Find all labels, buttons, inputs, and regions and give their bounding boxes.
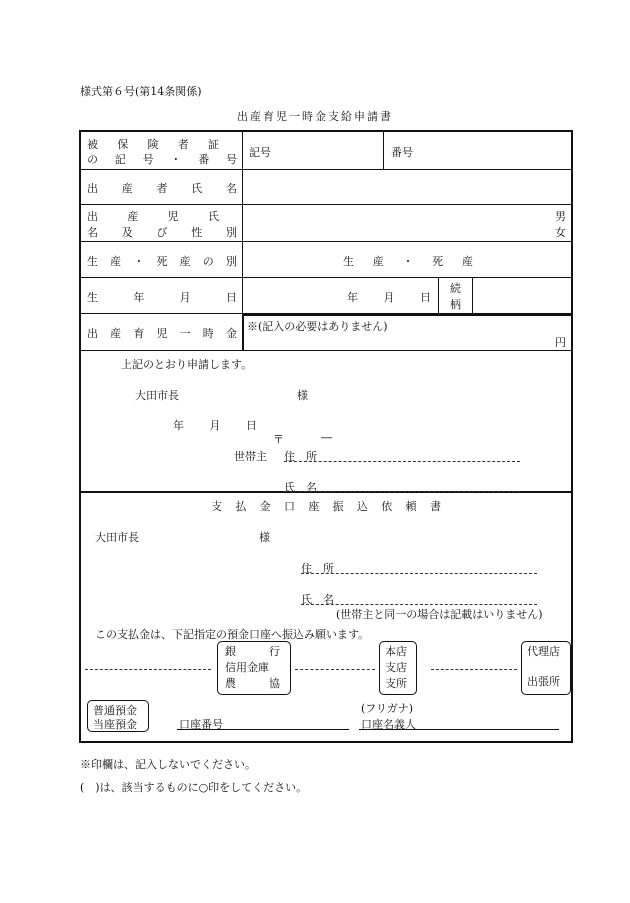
postal-mark: 〒	[273, 433, 284, 446]
title-char: 支	[211, 500, 222, 513]
application-statement: 上記のとおり申請します。	[121, 358, 253, 371]
label-char: ・	[133, 255, 145, 268]
label-char: 号	[142, 153, 154, 166]
account-type-ordinary[interactable]: 普通預金	[93, 704, 137, 717]
account-holder-line[interactable]	[359, 729, 559, 730]
live-dead-label	[87, 253, 237, 269]
mother-name-field[interactable]	[243, 170, 571, 204]
stillbirth-char[interactable]: 産	[462, 255, 473, 268]
branch-branch[interactable]: 支店	[385, 661, 407, 674]
label-char: 氏	[207, 210, 219, 223]
transfer-address-line[interactable]	[301, 573, 537, 574]
account-number-line[interactable]	[177, 729, 349, 730]
label-char: 号	[225, 153, 237, 166]
institution-credit-union[interactable]: 信用金庫	[225, 661, 269, 674]
month-label: 月	[209, 419, 221, 432]
householder-address-label: 住 所	[284, 450, 317, 463]
yen-unit: 円	[555, 336, 566, 349]
furigana-label: (フリガナ)	[361, 702, 414, 715]
footnote-2: ( )は、該当するものに○印をしてください。	[80, 781, 308, 794]
application-honorific: 様	[297, 389, 308, 402]
day-label: 日	[420, 291, 431, 304]
label-char: 産	[110, 327, 122, 340]
label-char: び	[156, 226, 168, 239]
month-label: 月	[383, 291, 395, 304]
year-label: 年	[347, 291, 358, 304]
label-char: 氏	[191, 182, 203, 195]
title-char: 振	[332, 500, 344, 513]
title-char: 書	[429, 500, 441, 513]
transfer-name-label: 氏 名	[301, 593, 334, 606]
relationship-label-1: 続	[450, 282, 461, 295]
stillbirth-char[interactable]: 死	[432, 255, 444, 268]
label-char: 月	[179, 291, 191, 304]
label-char: 者	[156, 182, 168, 195]
label-char: 育	[133, 327, 145, 340]
form-title: 出産育児一時金支給申請書	[237, 110, 393, 123]
institution-bank[interactable]: 銀 行	[225, 645, 280, 658]
live-birth-char[interactable]: 生	[343, 255, 354, 268]
label-char: 出	[87, 327, 98, 340]
label-char: 出	[87, 210, 98, 223]
label-char: 産	[179, 255, 191, 268]
branch-name-line[interactable]	[295, 669, 375, 670]
label-char: 生	[87, 255, 98, 268]
label-char: 証	[208, 138, 219, 151]
number-field-label[interactable]: 番号	[391, 146, 413, 159]
label-char: 被	[87, 138, 98, 151]
account-number-label: 口座番号	[179, 718, 223, 731]
label-char: 死	[156, 255, 168, 268]
title-char: 依	[381, 500, 393, 513]
institution-agri-coop[interactable]: 農 協	[225, 677, 280, 690]
postal-dash: ―	[321, 431, 332, 444]
transfer-addressee: 大田市長	[95, 531, 139, 544]
label-char: 保	[117, 138, 129, 151]
householder-name-label: 氏 名	[284, 481, 317, 494]
transfer-section-title	[211, 498, 441, 514]
label-char: 生	[87, 291, 98, 304]
live-birth-char[interactable]: 産	[372, 255, 384, 268]
transfer-address-label: 住 所	[301, 562, 334, 575]
label-char: 者	[177, 138, 189, 151]
day-label: 日	[246, 419, 257, 432]
label-char: 性	[191, 226, 203, 239]
title-char: 口	[283, 500, 295, 513]
label-char: 別	[225, 255, 237, 268]
label-char: 険	[147, 138, 159, 151]
application-addressee: 大田市長	[135, 389, 179, 402]
symbol-field-label[interactable]: 記号	[249, 146, 271, 159]
householder-label: 世帯主	[234, 450, 267, 463]
transfer-name-line[interactable]	[301, 604, 537, 605]
label-char: 金	[225, 327, 237, 340]
label-char: 名	[87, 226, 98, 239]
label-char: の	[202, 255, 214, 268]
label-char: 名	[226, 182, 237, 195]
label-char: 番	[198, 153, 210, 166]
agency-sub-office[interactable]: 出張所	[527, 675, 560, 688]
child-name-label-line2	[87, 224, 237, 240]
label-char: 記	[114, 153, 126, 166]
branch-main[interactable]: 本店	[385, 645, 407, 658]
title-char: 頼	[405, 500, 417, 513]
label-char: 出	[87, 182, 98, 195]
householder-name-line[interactable]	[284, 491, 520, 492]
label-char: 日	[225, 291, 237, 304]
birth-date-label	[87, 289, 237, 305]
label-char: 及	[121, 226, 133, 239]
label-char: 産	[110, 255, 122, 268]
agency-agent[interactable]: 代理店	[527, 645, 560, 658]
mother-name-label	[87, 180, 237, 196]
allowance-note: ※(記入の必要はありません)	[247, 320, 388, 333]
label-char: 産	[127, 210, 139, 223]
agency-name-line[interactable]	[431, 669, 517, 670]
label-char: 産	[121, 182, 133, 195]
title-char: 座	[308, 500, 320, 513]
sex-male-option[interactable]: 男	[555, 210, 566, 223]
label-char: 児	[167, 210, 179, 223]
account-holder-label: 口座名義人	[361, 718, 416, 731]
label-char: ・	[170, 153, 182, 166]
branch-office[interactable]: 支所	[385, 677, 407, 690]
bank-name-line[interactable]	[85, 669, 211, 670]
relationship-label-2: 柄	[450, 298, 461, 311]
label-char: 一	[179, 327, 191, 340]
householder-address-line[interactable]	[284, 461, 520, 462]
householder-note: (世帯主と同一の場合は記載はいりません)	[336, 608, 543, 621]
account-type-current[interactable]: 当座預金	[93, 718, 137, 731]
birth-date-field[interactable]	[347, 289, 431, 305]
year-label: 年	[173, 419, 184, 432]
insurance-card-label-line1	[87, 136, 219, 152]
application-form-frame	[79, 130, 573, 743]
application-date[interactable]	[173, 417, 257, 433]
sex-female-option[interactable]: 女	[555, 226, 566, 239]
label-char: 児	[156, 327, 168, 340]
title-char: 込	[356, 500, 368, 513]
insurance-card-label-line2	[87, 151, 237, 167]
form-number: 様式第６号(第14条関係)	[80, 85, 202, 98]
label-char: 時	[202, 327, 214, 340]
transfer-request-text: この支払金は、下記指定の預金口座へ振込み願います。	[95, 628, 370, 641]
separator-dot: ・	[402, 255, 414, 268]
child-name-label-line1	[87, 208, 219, 224]
label-char: の	[87, 153, 98, 166]
label-char: 年	[133, 291, 145, 304]
label-char: 別	[226, 226, 237, 239]
footnote-1: ※印欄は、記入しないでください。	[80, 758, 256, 771]
title-char: 金	[259, 500, 271, 513]
live-dead-options[interactable]	[343, 253, 473, 269]
title-char: 払	[235, 500, 247, 513]
transfer-honorific: 様	[259, 531, 270, 544]
allowance-label	[87, 325, 237, 341]
